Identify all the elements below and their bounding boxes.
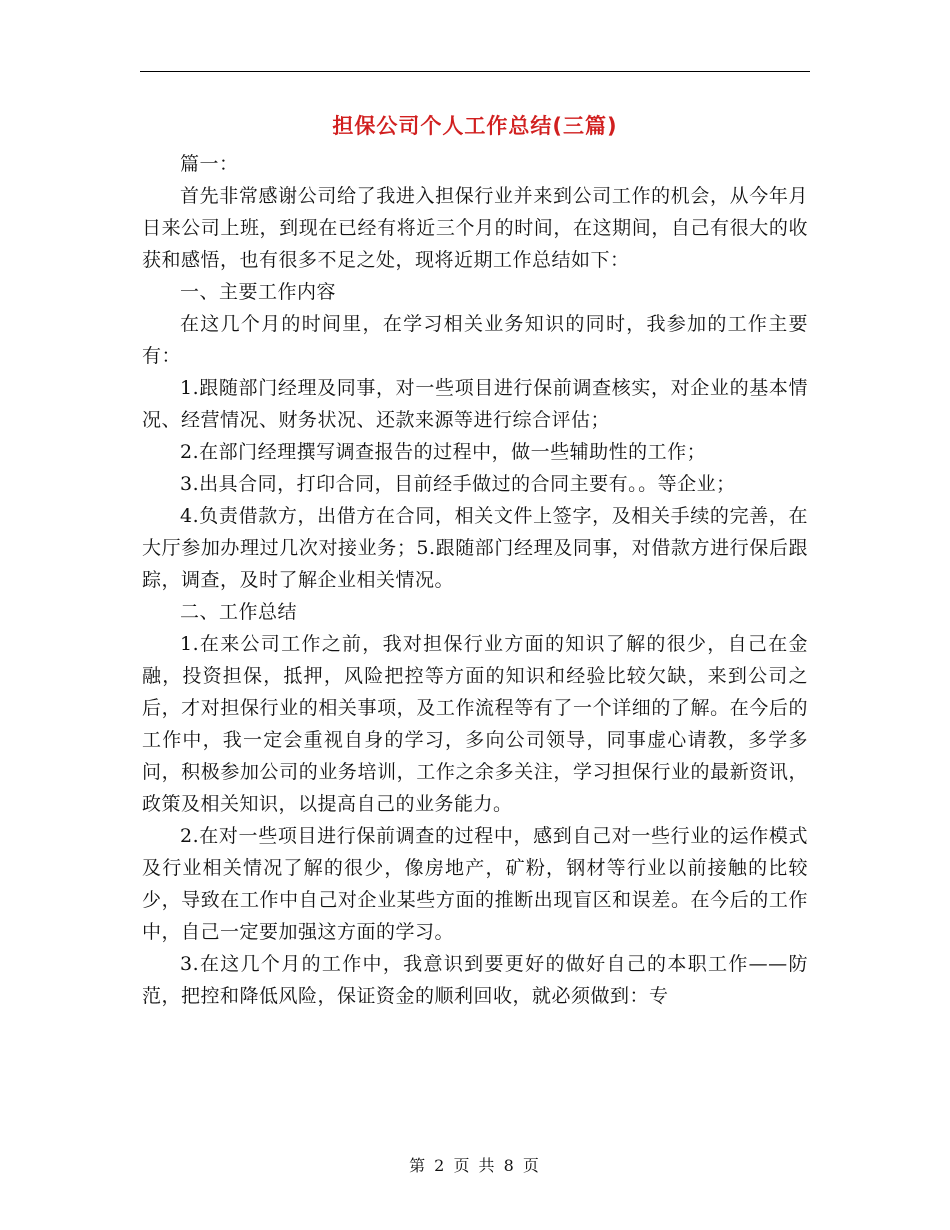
paragraph: 首先非常感谢公司给了我进入担保行业并来到公司工作的机会，从今年月日来公司上班，到现在已经有将近三个月的时间，在这期间，自己有很大的收获和感悟，也有很多不足之处，现将近期工作总结如下： (142, 185, 808, 271)
section-heading: 一、主要工作内容 (180, 281, 337, 303)
list-item: 3.在这几个月的工作中，我意识到要更好的做好自己的本职工作——防范，把控和降低风险，保证资金的顺利回收，就必须做到：专 (142, 953, 808, 1007)
list-item: 4.负责借款方，出借方在合同，相关文件上签字，及相关手续的完善，在大厅参加办理过几次对接业务；5.跟随部门经理及同事，对借款方进行保后跟踪，调查，及时了解企业相关情况。 (142, 505, 808, 591)
document-body (142, 148, 808, 1012)
header-rule (140, 71, 810, 72)
document-title: 担保公司个人工作总结(三篇) (332, 114, 618, 138)
paragraph: 篇一： (180, 153, 239, 175)
list-item: 1.跟随部门经理及同事，对一些项目进行保前调查核实，对企业的基本情况、经营情况、财务状况、还款来源等进行综合评估； (142, 377, 808, 431)
page-number: 第 2 页 共 8 页 (409, 1156, 541, 1175)
paragraph: 在这几个月的时间里，在学习相关业务知识的同时，我参加的工作主要有： (142, 313, 808, 367)
list-item: 3.出具合同，打印合同，目前经手做过的合同主要有。。等企业； (180, 473, 736, 495)
list-item: 2.在对一些项目进行保前调查的过程中，感到自己对一些行业的运作模式及行业相关情况了解的很少，像房地产，矿粉，钢材等行业以前接触的比较少，导致在工作中自己对企业某些方面的推断出现盲区和误差。在今后的工作中，自己一定要加强这方面的学习。 (142, 825, 808, 943)
list-item: 2.在部门经理撰写调查报告的过程中，做一些辅助性的工作； (180, 441, 707, 463)
section-heading: 二、工作总结 (180, 601, 298, 623)
list-item: 1.在来公司工作之前，我对担保行业方面的知识了解的很少，自己在金融，投资担保，抵押，风险把控等方面的知识和经验比较欠缺，来到公司之后，才对担保行业的相关事项，及工作流程等有了一个详细的了解。在今后的工作中，我一定会重视自身的学习，多向公司领导，同事虚心请教，多学多问，积极参加公司的业务培训，工作之余多关注，学习担保行业的最新资讯，政策及相关知识，以提高自己的业务能力。 (142, 633, 808, 815)
